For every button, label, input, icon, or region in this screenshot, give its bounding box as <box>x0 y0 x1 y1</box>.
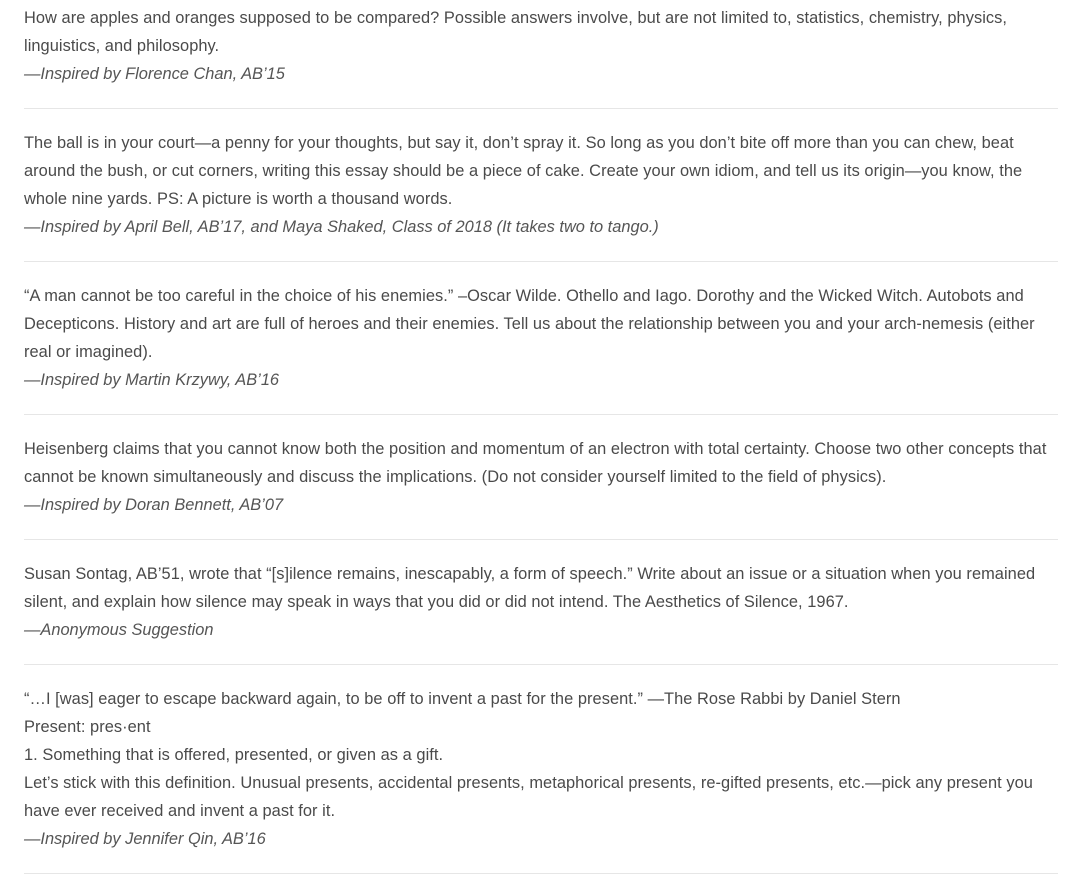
prompt-item <box>24 685 1058 874</box>
prompt-definition: 1. Something that is offered, presented, or given as a gift. <box>24 746 444 764</box>
prompt-text: Susan Sontag, AB’51, wrote that “[s]ilence remains, inescapably, a form of speech.” Write about an issue or a situation when you remained silent, and explain how silence may speak in ways that you did or did not intend. The Aesthetics of Silence, 1967. <box>24 565 1036 611</box>
prompt-quote: “…I [was] eager to escape backward again, to be off to invent a past for the present.” —The Rose Rabbi by Daniel Stern <box>24 690 901 708</box>
essay-prompts-list <box>24 4 1058 874</box>
prompt-text: How are apples and oranges supposed to be compared? Possible answers involve, but are not limited to, statistics, chemistry, physics, linguistics, and philosophy. <box>24 9 1007 55</box>
prompt-definition-term: Present: pres·ent <box>24 718 151 736</box>
prompt-item <box>24 129 1058 262</box>
prompt-credit: —Inspired by Florence Chan, AB’15 <box>24 65 285 83</box>
prompt-text: “A man cannot be too careful in the choice of his enemies.” –Oscar Wilde. Othello and Iago. Dorothy and the Wicked Witch. Autobots and Decepticons. History and art are full of heroes and their enemies. Tell us about the relationship between you and your arch-nemesis (either real or imagined). <box>24 287 1035 361</box>
prompt-credit: —Inspired by Jennifer Qin, AB’16 <box>24 830 266 848</box>
prompt-item <box>24 435 1058 540</box>
prompt-credit: —Anonymous Suggestion <box>24 621 214 639</box>
prompt-text: Heisenberg claims that you cannot know both the position and momentum of an electron with total certainty. Choose two other concepts that cannot be known simultaneously and discuss the implications. (Do not consider yourself limited to the field of physics). <box>24 440 1047 486</box>
prompt-text: Let’s stick with this definition. Unusual presents, accidental presents, metaphorical presents, re-gifted presents, etc.—pick any present you have ever received and invent a past for it. <box>24 774 1033 820</box>
prompt-item <box>24 282 1058 415</box>
prompt-item <box>24 560 1058 665</box>
prompt-credit: —Inspired by Doran Bennett, AB’07 <box>24 496 284 514</box>
prompt-credit: —Inspired by Martin Krzywy, AB’16 <box>24 371 280 389</box>
prompt-item <box>24 4 1058 109</box>
prompt-credit: —Inspired by April Bell, AB’17, and Maya Shaked, Class of 2018 (It takes two to tango.) <box>24 218 659 236</box>
prompt-text: The ball is in your court—a penny for your thoughts, but say it, don’t spray it. So long as you don’t bite off more than you can chew, beat around the bush, or cut corners, writing this essay should be a piece of cake. Create your own idiom, and tell us its origin—you know, the whole nine yards. PS: A picture is worth a thousand words. <box>24 134 1023 208</box>
